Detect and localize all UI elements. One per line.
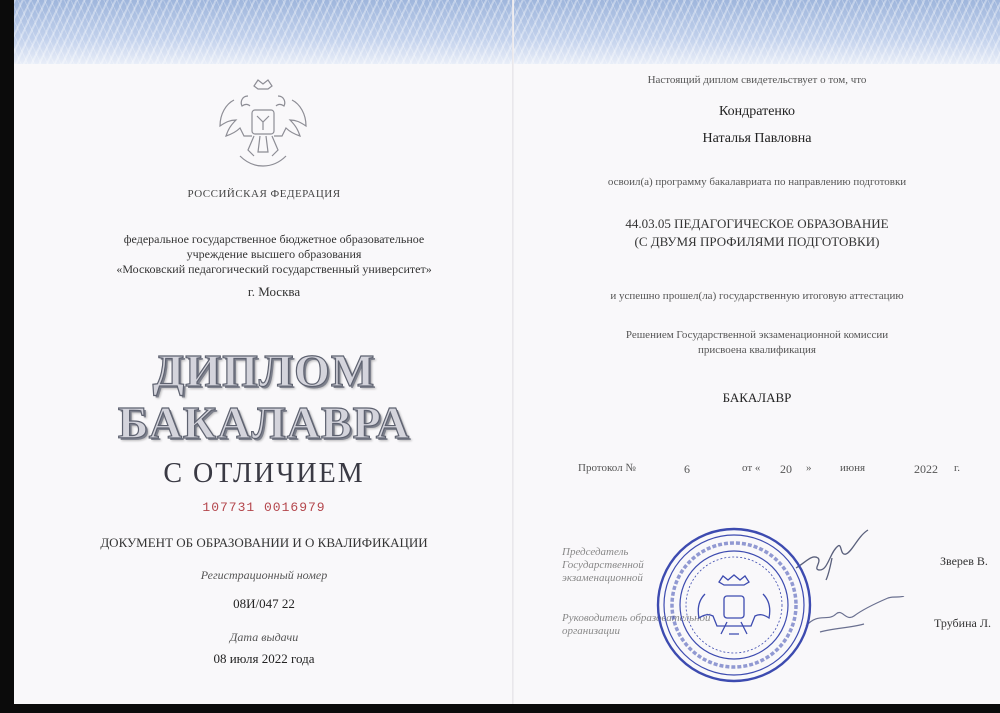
document-type: ДОКУМЕНТ ОБ ОБРАЗОВАНИИ И О КВАЛИФИКАЦИИ xyxy=(100,535,428,550)
chair-label-line-1: Председатель xyxy=(562,546,629,558)
scan-border-left xyxy=(0,0,14,713)
issue-date: 08 июля 2022 года xyxy=(213,651,315,666)
chair-label-line-3: экзаменационной xyxy=(562,572,643,584)
specialty-line-1: 44.03.05 ПЕДАГОГИЧЕСКОЕ ОБРАЗОВАНИЕ xyxy=(625,216,889,231)
registration-number: 08И/047 22 xyxy=(233,596,295,611)
graduate-surname: Кондратенко xyxy=(718,104,796,119)
scan-border-bottom xyxy=(0,704,1000,713)
diploma-title-line-2: БАКАЛАВРА xyxy=(117,397,411,448)
intro-text: Настоящий диплом свидетельствует о том, что xyxy=(647,74,867,86)
protocol-number: 6 xyxy=(684,462,690,476)
security-pattern-band xyxy=(14,0,514,64)
registration-number-label: Регистрационный номер xyxy=(200,568,328,582)
issue-date-label: Дата выдачи xyxy=(229,630,299,644)
diploma-title-line-1: ДИПЛОМ xyxy=(152,345,376,396)
program-text: освоил(а) программу бакалавриата по направлению подготовки xyxy=(607,176,907,188)
qualification: БАКАЛАВР xyxy=(722,390,792,405)
graduate-given-names: Наталья Павловна xyxy=(702,131,812,146)
institution-line-3: «Московский педагогический государственный университет» xyxy=(116,262,432,276)
coat-of-arms-icon xyxy=(210,72,316,178)
serial-number: 107731 0016979 xyxy=(202,500,326,515)
protocol-from: от « xyxy=(742,462,761,474)
official-seal-icon xyxy=(655,526,813,684)
head-name: Трубина Л. xyxy=(934,616,991,630)
protocol-year-suffix: г. xyxy=(954,462,961,474)
protocol-day: 20 xyxy=(780,462,792,476)
security-pattern-band xyxy=(514,0,1000,64)
protocol-year: 2022 xyxy=(914,462,938,476)
institution-line-1: федеральное государственное бюджетное образовательное xyxy=(123,232,425,246)
attestation-text: и успешно прошел(ла) государственную итоговую аттестацию xyxy=(610,290,904,302)
specialty-line-2: (С ДВУМЯ ПРОФИЛЯМИ ПОДГОТОВКИ) xyxy=(634,234,880,249)
diploma-left-page xyxy=(14,0,514,704)
head-label-line-2: организации xyxy=(562,625,621,637)
country-name: РОССИЙСКАЯ ФЕДЕРАЦИЯ xyxy=(187,188,341,200)
protocol-close: » xyxy=(806,462,812,474)
commission-line-2: присвоена квалификация xyxy=(698,344,816,356)
city: г. Москва xyxy=(247,284,301,299)
protocol-month: июня xyxy=(840,462,866,474)
commission-line-1: Решением Государственной экзаменационной комиссии xyxy=(625,329,889,341)
head-label-line-1: Руководитель образовательной xyxy=(562,612,711,624)
protocol-label: Протокол № xyxy=(578,462,636,474)
chair-label-line-2: Государственной xyxy=(562,559,644,571)
institution-line-2: учреждение высшего образования xyxy=(186,247,362,261)
chair-name: Зверев В. xyxy=(940,554,988,568)
head-signature xyxy=(800,596,910,636)
honors-label: С ОТЛИЧИЕМ xyxy=(163,458,365,489)
